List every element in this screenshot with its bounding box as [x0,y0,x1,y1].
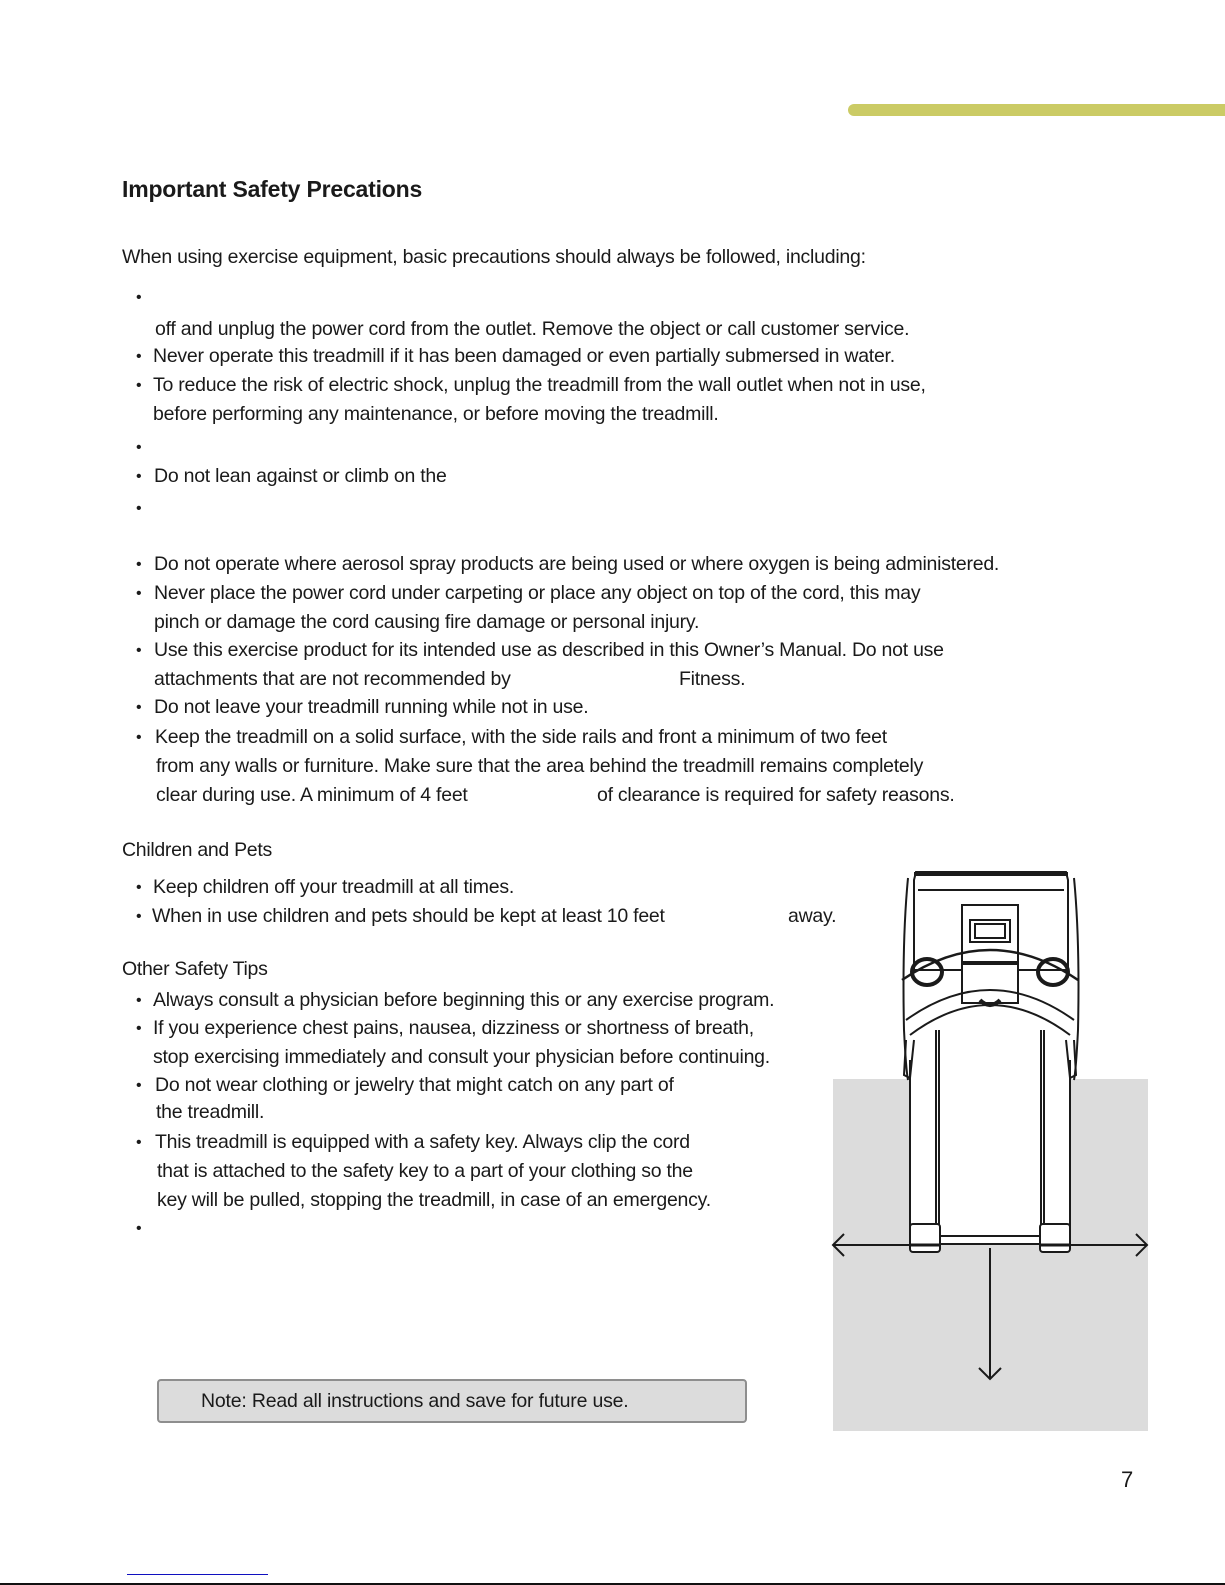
list-item-text: key will be pulled, stopping the treadmill, in case of an emergency. [157,1189,711,1211]
list-item-text: Fitness. [679,668,746,690]
list-item-text: Do not operate where aerosol spray products are being used or where oxygen is being administered. [154,553,1000,575]
list-item-text: off and unplug the power cord from the outlet. Remove the object or call customer service. [155,318,910,340]
list-item-text: before performing any maintenance, or before moving the treadmill. [153,403,719,425]
list-item-text: If you experience chest pains, nausea, dizziness or shortness of breath, [153,1017,754,1039]
page-title: Important Safety Precations [122,176,423,202]
list-item-text: Keep the treadmill on a solid surface, with the side rails and front a minimum of two feet [155,726,887,748]
bullet-icon: • [136,1020,142,1037]
list-item-text: clear during use. A minimum of 4 feet [156,784,468,806]
bullet-icon: • [136,908,142,925]
list-item-text: Do not wear clothing or jewelry that might catch on any part of [155,1074,674,1096]
list-item-text: To reduce the risk of electric shock, unplug the treadmill from the wall outlet when not in use, [153,374,926,396]
note-box [157,1379,747,1423]
section-heading: Other Safety Tips [122,958,268,980]
list-item-text: stop exercising immediately and consult your physician before continuing. [153,1046,770,1068]
bullet-icon: • [136,348,142,365]
bullet-icon: • [136,879,142,896]
note-text: Note: Read all instructions and save for future use. [201,1389,629,1412]
bullet-icon: • [136,468,142,485]
section-heading: Children and Pets [122,839,272,861]
list-item-text: from any walls or furniture. Make sure that the area behind the treadmill remains completely [156,755,924,777]
bullet-icon: • [136,992,142,1009]
bullet-icon: • [136,1077,142,1094]
list-item-text: Never operate this treadmill if it has been damaged or even partially submersed in water. [153,345,895,367]
bullet-icon: • [136,1134,142,1151]
list-item-text: Never place the power cord under carpeting or place any object on top of the cord, this may [154,582,921,604]
list-item-text: When in use children and pets should be kept at least 10 feet [152,905,665,927]
bullet-icon: • [136,500,142,517]
page-number: 7 [1121,1467,1134,1492]
bullet-icon: • [136,642,142,659]
bullet-icon: • [136,699,142,716]
bullet-icon: • [136,439,142,456]
bullet-icon: • [136,585,142,602]
list-item-text: of clearance is required for safety reasons. [597,784,955,806]
list-item-text: Do not lean against or climb on the [154,465,447,487]
bullet-icon: • [136,289,142,306]
list-item-text: away. [788,905,837,927]
clearance-arrows [833,1234,1147,1379]
intro-text: When using exercise equipment, basic precautions should always be followed, including: [122,246,866,268]
header-accent-bar [848,104,1225,116]
bullet-icon: • [136,729,142,746]
list-item-text: This treadmill is equipped with a safety key. Always clip the cord [155,1131,690,1153]
list-item-text: Keep children off your treadmill at all times. [153,876,514,898]
list-item-text: that is attached to the safety key to a part of your clothing so the [157,1160,693,1182]
list-item-text: Always consult a physician before beginning this or any exercise program. [153,989,775,1011]
list-item-text: Use this exercise product for its intended use as described in this Owner’s Manual. Do not use [154,639,944,661]
list-item-text: Do not leave your treadmill running while not in use. [154,696,589,718]
bullet-icon: • [136,1220,142,1237]
treadmill-icon [902,872,1079,1252]
bullet-icon: • [136,556,142,573]
treadmill-clearance-diagram [820,860,1165,1440]
bullet-icon: • [136,377,142,394]
link-underline[interactable] [127,1574,268,1575]
list-item-text: the treadmill. [156,1101,265,1123]
list-item-text: attachments that are not recommended by [154,668,511,690]
list-item-text: pinch or damage the cord causing fire damage or personal injury. [154,611,700,633]
